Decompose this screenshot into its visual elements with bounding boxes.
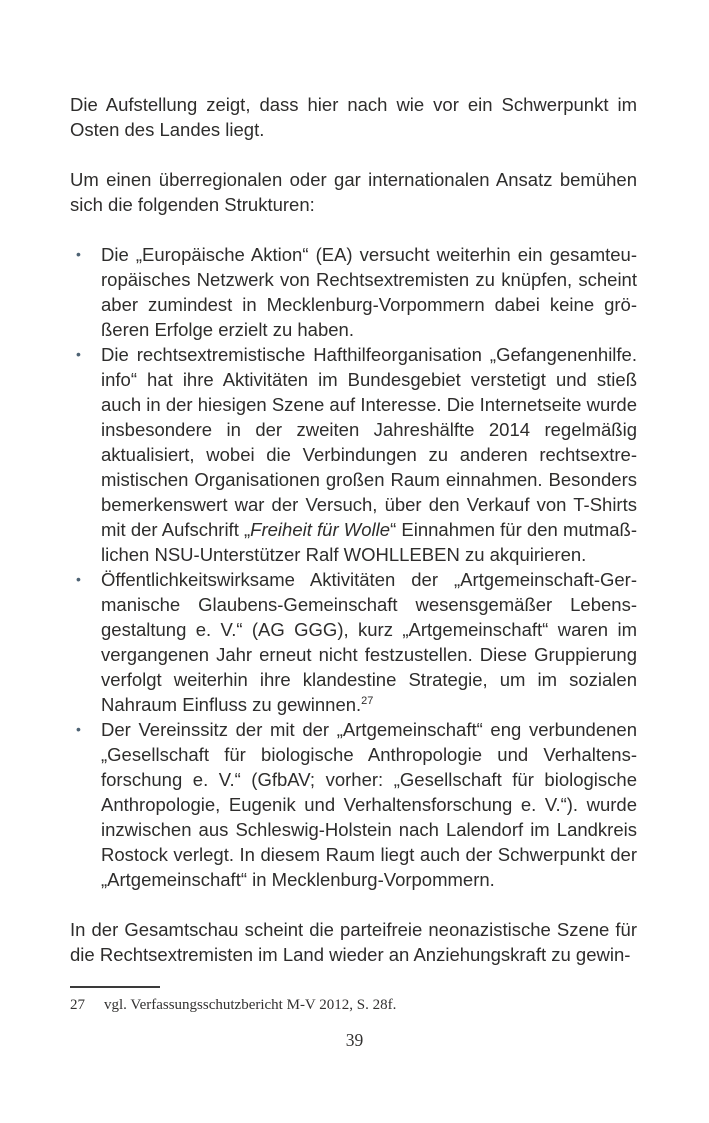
bullet-icon: • (76, 346, 81, 362)
footnote-section (70, 986, 637, 1014)
bullet-icon: • (76, 571, 81, 587)
footnote-text: vgl. Verfassungsschutzbericht M-V 2012, S. 28f. (104, 997, 397, 1013)
footnote-number: 27 (70, 997, 85, 1013)
bullet-text-segment: Öffentlichkeitswirksame Aktivitäten der „Artgemeinschaft-Germanische Glaubens-Gemeinschaft wesensgemäßer Lebensgestaltung e. V.“ (AG GGG), kurz „Artgemeinschaft“ waren im vergangenen Jahr erneut nicht festzustellen. Diese Gruppierung verfolgt weiterhin ihre klandestine Strategie, um im sozialen Nahraum Einfluss zu gewinnen. (101, 569, 637, 715)
italic-phrase: Freiheit für Wolle (250, 519, 391, 540)
bullet-text-segment: “ Einnahmen für den mutmaßlichen NSU-Unterstützer Ralf WOHLLEBEN zu akquirieren. (101, 519, 637, 565)
list-item-artgemeinschaft (70, 567, 637, 717)
list-item-gfbav (70, 717, 637, 892)
footnote-entry (70, 997, 637, 1014)
bullet-text: Der Vereinssitz der mit der „Artgemeinschaft“ eng verbundenen „Gesellschaft für biologische Anthropologie und Verhaltensforschung e. V.“ (GfbAV; vorher: „Gesellschaft für biologische Anthropologie, Eugenik und Verhaltensforschung e. V.“). wurde inzwischen aus Schleswig-Holstein nach Lalendorf im Landkreis Rostock verlegt. In diesem Raum liegt auch der Schwerpunkt der „Artgemeinschaft“ in Mecklenburg-Vorpommern. (101, 719, 637, 890)
bullet-icon: • (76, 721, 81, 737)
list-item-europaeische-aktion (70, 242, 637, 342)
bullet-text (101, 344, 637, 565)
page-number: 39 (345, 1030, 364, 1050)
bullet-text-segment: Die rechtsextremistische Hafthilfeorganisation „Gefangenenhilfe.​info“ hat ihre Aktivitäten im Bundesgebiet verstetigt und stieß auch in der hiesigen Szene auf Interesse. Die Internetseite wurde insbesondere in der zweiten Jahreshälfte 2014 regelmäßig aktualisiert, wobei die Verbindungen zu anderen rechtsextremistischen Organisationen großen Raum einnahmen. Besonders bemerkenswert war der Versuch, über den Verkauf von T-Shirts mit der Aufschrift „ (101, 344, 637, 540)
footnote-divider (70, 986, 160, 988)
paragraph-closing: In der Gesamtschau scheint die parteifreie neonazistische Szene für die Rechtsextremisten im Land wieder an Anziehungskraft zu gewin- (70, 919, 637, 965)
bullet-text (101, 569, 637, 715)
bullet-icon: • (76, 246, 81, 262)
paragraph-intro-2: Um einen überregionalen oder gar internationalen Ansatz bemühen sich die folgenden Strukturen: (70, 169, 637, 215)
bullet-list (70, 242, 637, 892)
footnote-reference: 27 (361, 694, 374, 707)
page-content (70, 92, 637, 967)
list-item-gefangenenhilfe (70, 342, 637, 567)
bullet-text: Die „Europäische Aktion“ (EA) versucht weiterhin ein gesamteuropäisches Netzwerk von Rechtsextremisten zu knüpfen, scheint aber zumindest in Mecklenburg-Vorpommern dabei keine größeren Erfolge erzielt zu haben. (101, 244, 637, 340)
paragraph-intro-1: Die Aufstellung zeigt, dass hier nach wie vor ein Schwerpunkt im Osten des Landes liegt. (70, 94, 637, 140)
